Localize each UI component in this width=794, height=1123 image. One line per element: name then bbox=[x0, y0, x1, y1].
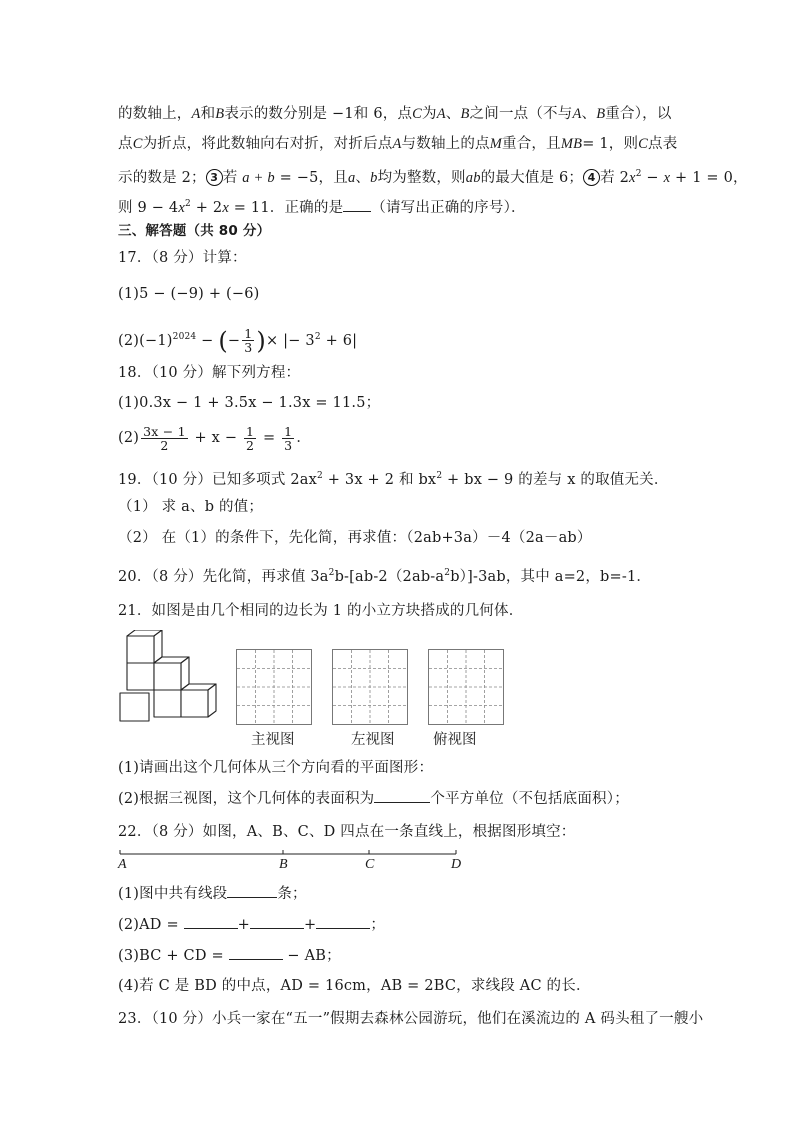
top-view-grid[interactable] bbox=[428, 649, 504, 725]
top-view-caption: 俯视图 bbox=[433, 732, 477, 748]
answer-blank[interactable] bbox=[250, 914, 304, 929]
point-label-a: A bbox=[118, 857, 127, 872]
line-segment-figure bbox=[116, 848, 466, 874]
answer-blank[interactable] bbox=[316, 914, 370, 929]
answer-blank[interactable] bbox=[229, 945, 283, 960]
q21-heading: 21．如图是由几个相同的边长为 1 的小立方块搭成的几何体． bbox=[118, 603, 524, 619]
text-line-1: 的数轴上，A和B表示的数分别是 −1和 6，点C为A、B之间一点（不与A、B重合），以 bbox=[118, 106, 672, 122]
circled-number-3: 3 bbox=[206, 169, 223, 186]
q18-part2: (2) $\frac{3x - 1}{2}$ + x − $\frac{1}{2}$ = $\frac{1}{3}$ ． bbox=[118, 423, 312, 453]
front-view-caption: 主视图 bbox=[251, 732, 295, 748]
text-line-3: 示的数是 2； 3 若 a + b = −5，且a、b均为整数，则ab的最大值是 6； 4 若 $2x^2 - x + 1 = 0$， bbox=[118, 169, 748, 186]
q17-part2: $(2)(-1)^{2024}$ − (− $\frac{1}{3}$ )× |− $3^2 + 6|$ bbox=[118, 326, 358, 356]
point-label-b: B bbox=[279, 857, 288, 872]
answer-blank[interactable] bbox=[227, 883, 277, 898]
q17-heading: 17．（8 分）计算： bbox=[118, 250, 247, 266]
q23-text: 23．（10 分）小兵一家在“五一”假期去森林公园游玩，他们在溪流边的 A 码头租了一艘小 bbox=[118, 1011, 704, 1027]
answer-blank[interactable] bbox=[374, 788, 430, 803]
q19-heading: 19．（10 分）已知多项式 $2ax^2 + 3x + 2$ 和 $bx^2$ + bx − 9 的差与 x 的取值无关． bbox=[118, 471, 669, 488]
q18-part1: (1)0.3x − 1 + 3.5x − 1.3x = 11.5； bbox=[118, 395, 381, 411]
answer-blank[interactable] bbox=[343, 197, 371, 212]
text-line-2: 点C为折点，将此数轴向右对折，对折后点A与数轴上的点M重合，且MB= 1，则C点表 bbox=[118, 136, 678, 152]
q20-text: 20．（8 分）先化简，再求值 $3a^2b-[ab-2(2ab-a^2b)]-3ab$，其中 a=2，b=-1． bbox=[118, 568, 652, 585]
q18-heading: 18．（10 分）解下列方程： bbox=[118, 365, 301, 381]
left-view-grid[interactable] bbox=[332, 649, 408, 725]
point-label-c: C bbox=[365, 857, 375, 872]
left-view-caption: 左视图 bbox=[351, 732, 395, 748]
q19-part2: （2） 在（1）的条件下，先化简，再求值：（2ab+3a）－4（2a－ab） bbox=[118, 530, 592, 546]
point-label-d: D bbox=[451, 857, 462, 872]
q19-part1: （1） 求 a、b 的值； bbox=[118, 499, 264, 515]
q22-part2: (2)AD = + + ； bbox=[118, 914, 385, 935]
q17-part1: (1)5 − (−9) + (−6) bbox=[118, 286, 260, 302]
q22-part1: (1)图中共有线段 条； bbox=[118, 883, 307, 904]
circled-number-4: 4 bbox=[583, 169, 600, 186]
q21-part1: (1)请画出这个几何体从三个方向看的平面图形： bbox=[118, 760, 434, 776]
q21-part2: (2)根据三视图，这个几何体的表面积为 个平方单位（不包括底面积）； bbox=[118, 788, 629, 809]
text-line-4: 则 $9 - 4x^2 + 2x = 11$．正确的是 （请写出正确的序号）． bbox=[118, 194, 526, 218]
q22-part4: (4)若 C 是 BD 的中点，AD = 16cm，AB = 2BC，求线段 AC 的长． bbox=[118, 978, 591, 994]
cube-stack-figure bbox=[118, 630, 220, 726]
section-heading: 三、解答题（共 80 分） bbox=[118, 223, 271, 239]
q22-part3: (3)BC + CD = − AB； bbox=[118, 945, 341, 966]
answer-blank[interactable] bbox=[184, 914, 238, 929]
front-view-grid[interactable] bbox=[236, 649, 312, 725]
q22-heading: 22．（8 分）如图，A、B、C、D 四点在一条直线上，根据图形填空： bbox=[118, 824, 576, 840]
